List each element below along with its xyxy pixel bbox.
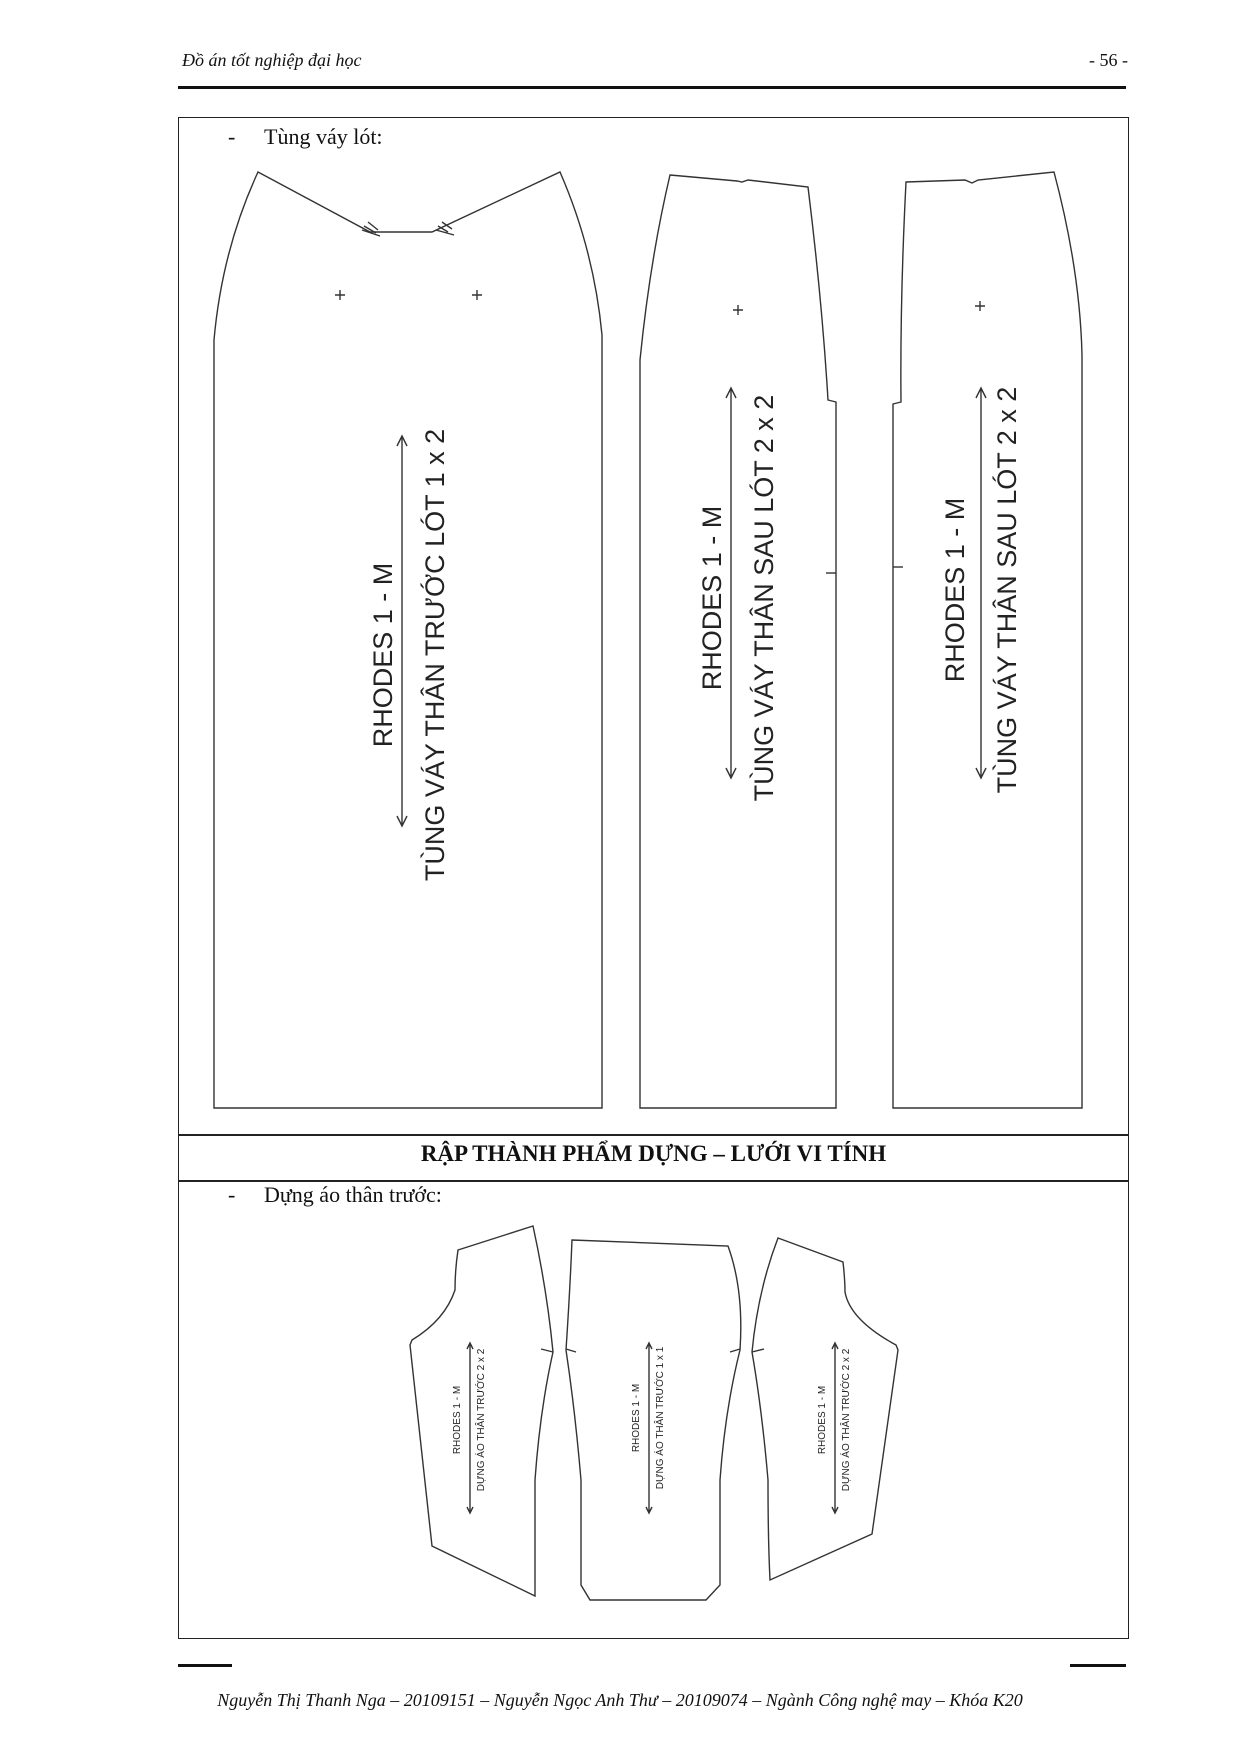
grainline: [467, 1343, 473, 1513]
piece3-line1: RHODES 1 - M: [940, 497, 970, 683]
drill-mark: [335, 290, 345, 300]
pattern-piece-interfacing-middle: [566, 1240, 741, 1600]
band-title: RẬP THÀNH PHẨM DỰNG – LƯỚI VI TÍNH: [420, 1141, 887, 1166]
section2-bullet-dash: -: [228, 1182, 236, 1207]
piece1-line1: RHODES 1 - M: [368, 562, 398, 748]
grainline: [832, 1343, 838, 1513]
footer-rule-right: [1070, 1664, 1126, 1667]
section2-bullet-label: Dựng áo thân trước:: [264, 1182, 442, 1207]
section1-bullet-dash: -: [228, 124, 236, 149]
pattern-piece-back-skirt-2: [893, 172, 1082, 1108]
grainline: [726, 388, 736, 778]
footer-text: Nguyễn Thị Thanh Nga – 20109151 – Nguyễn Ngọc Anh Thư – 20109074 – Ngành Công nghệ may – Khóa K20: [217, 1690, 1023, 1710]
notch: [566, 1349, 576, 1352]
grainline: [646, 1343, 652, 1513]
interfacing1-line1: RHODES 1 - M: [452, 1385, 463, 1455]
page-number: - 56 -: [1089, 50, 1128, 70]
interfacing1-line2: DỰNG ÁO THÂN TRƯỚC 2 x 2: [476, 1348, 487, 1492]
interfacing2-line2: DỰNG ÁO THÂN TRƯỚC 1 x 1: [655, 1346, 666, 1490]
pattern-piece-front-skirt: [214, 172, 602, 1108]
piece2-line1: RHODES 1 - M: [697, 505, 727, 691]
drill-mark: [975, 301, 985, 311]
grainline: [397, 436, 407, 826]
header-title: Đồ án tốt nghiệp đại học: [182, 50, 362, 70]
drill-mark: [472, 290, 482, 300]
section1-bullet-label: Tùng váy lót:: [264, 124, 383, 149]
notch: [752, 1349, 764, 1352]
interfacing2-line1: RHODES 1 - M: [631, 1383, 642, 1453]
piece2-line2: TÙNG VÁY THÂN SAU LÓT 2 x 2: [749, 394, 779, 802]
interfacing3-line2: DỰNG ÁO THÂN TRƯỚC 2 x 2: [841, 1348, 852, 1492]
drill-mark: [733, 305, 743, 315]
notch: [541, 1349, 553, 1352]
notch: [730, 1349, 740, 1352]
piece1-line2: TÙNG VÁY THÂN TRƯỚC LÓT 1 x 2: [420, 428, 450, 882]
interfacing3-line1: RHODES 1 - M: [817, 1385, 828, 1455]
footer-rule-left: [178, 1664, 232, 1667]
grainline: [976, 388, 986, 778]
piece3-line2: TÙNG VÁY THÂN SAU LÓT 2 x 2: [992, 386, 1022, 794]
